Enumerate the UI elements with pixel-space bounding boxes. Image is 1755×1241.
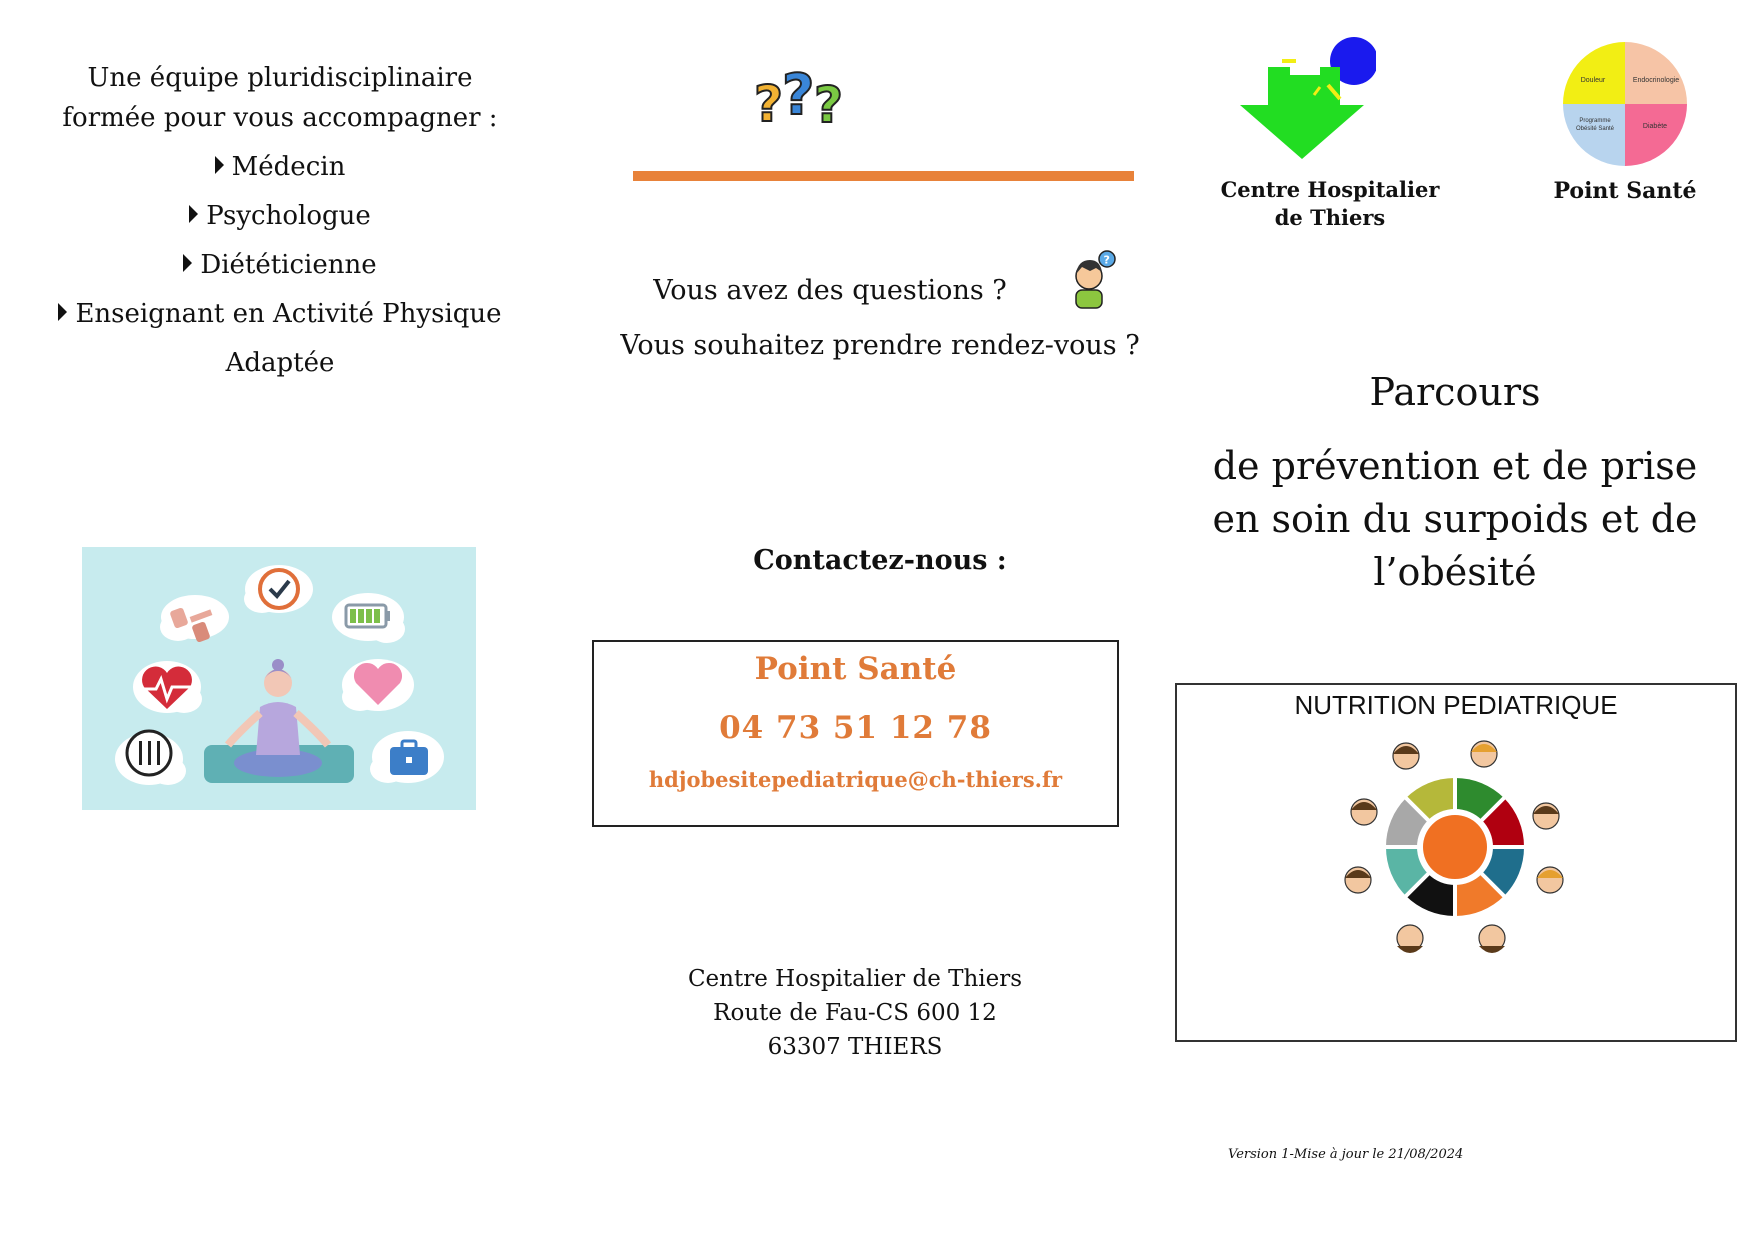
team-item-enseignant-apa: [30, 299, 530, 329]
thinking-person-icon: [1066, 248, 1116, 310]
team-item-label: Diététicienne: [200, 250, 377, 280]
svg-text:?: ?: [782, 66, 815, 128]
logo-label-obesite-sante: Obésité Santé: [1575, 126, 1615, 132]
team-item-dieteticienne: [30, 250, 530, 280]
contact-phone[interactable]: 04 73 51 12 78: [719, 710, 992, 746]
team-item-label: Adaptée: [225, 348, 335, 378]
question-line: Vous avez des questions ?: [653, 275, 1007, 306]
wellness-illustration: [82, 547, 476, 810]
bullet-triangle-icon: [58, 303, 67, 321]
hospital-name-line: de Thiers: [1274, 205, 1386, 230]
contact-heading: Contactez-nous :: [753, 545, 1007, 576]
version-note: Version 1-Mise à jour le 21/08/2024: [1228, 1147, 1464, 1162]
intro-line: formée pour vous accompagner :: [62, 103, 498, 133]
bullet-triangle-icon: [183, 254, 192, 272]
contact-name: Point Santé: [754, 651, 957, 687]
question-marks-icon: [752, 66, 852, 146]
address-line: Route de Fau-CS 600 12: [713, 1000, 997, 1026]
point-sante-logo: [1563, 42, 1687, 166]
address: [620, 962, 1090, 1064]
cutlery-icon: [127, 731, 171, 775]
address-line: 63307 THIERS: [767, 1034, 943, 1060]
question-line: Vous souhaitez prendre rendez-vous ?: [620, 330, 1140, 361]
point-sante-name: Point Santé: [1553, 178, 1697, 204]
nutrition-title: NUTRITION PEDIATRIQUE: [1294, 690, 1618, 720]
battery-icon: [346, 605, 390, 627]
team-item-label: Enseignant en Activité Physique: [75, 299, 502, 329]
contact-email[interactable]: hdjobesitepediatrique@ch-thiers.fr: [648, 767, 1063, 792]
hospital-name: [1185, 176, 1475, 232]
team-item-continuation: [30, 348, 530, 378]
title-line: Parcours: [1369, 370, 1541, 414]
team-item-label: Médecin: [231, 152, 346, 182]
title-line: l’obésité: [1373, 550, 1537, 594]
svg-text:?: ?: [754, 75, 784, 133]
svg-text:?: ?: [814, 76, 844, 134]
team-intro: [40, 58, 520, 138]
title-line: en soin du surpoids et de: [1212, 497, 1698, 541]
team-item-psychologue: [30, 201, 530, 231]
svg-text:?: ?: [1103, 253, 1110, 267]
children-round-table-illustration: [1342, 738, 1568, 956]
team-item-label: Psychologue: [206, 201, 371, 231]
intro-line: Une équipe pluridisciplinaire: [87, 63, 473, 93]
logo-label-douleur: Douleur: [1580, 77, 1606, 84]
title-block: [1180, 440, 1730, 599]
logo-label-programme: Programme: [1579, 118, 1611, 124]
bullet-triangle-icon: [189, 205, 198, 223]
address-line: Centre Hospitalier de Thiers: [687, 966, 1023, 992]
hospital-logo: [1232, 37, 1376, 163]
team-item-medecin: [30, 152, 530, 182]
bullet-triangle-icon: [215, 156, 224, 174]
hospital-name-line: Centre Hospitalier: [1220, 177, 1440, 202]
logo-label-endocrinologie: Endocrinologie: [1632, 77, 1680, 84]
title-line: de prévention et de prise: [1212, 444, 1698, 488]
logo-label-diabete: Diabète: [1642, 123, 1668, 130]
orange-divider: [633, 171, 1134, 181]
clock-icon: [260, 570, 298, 608]
